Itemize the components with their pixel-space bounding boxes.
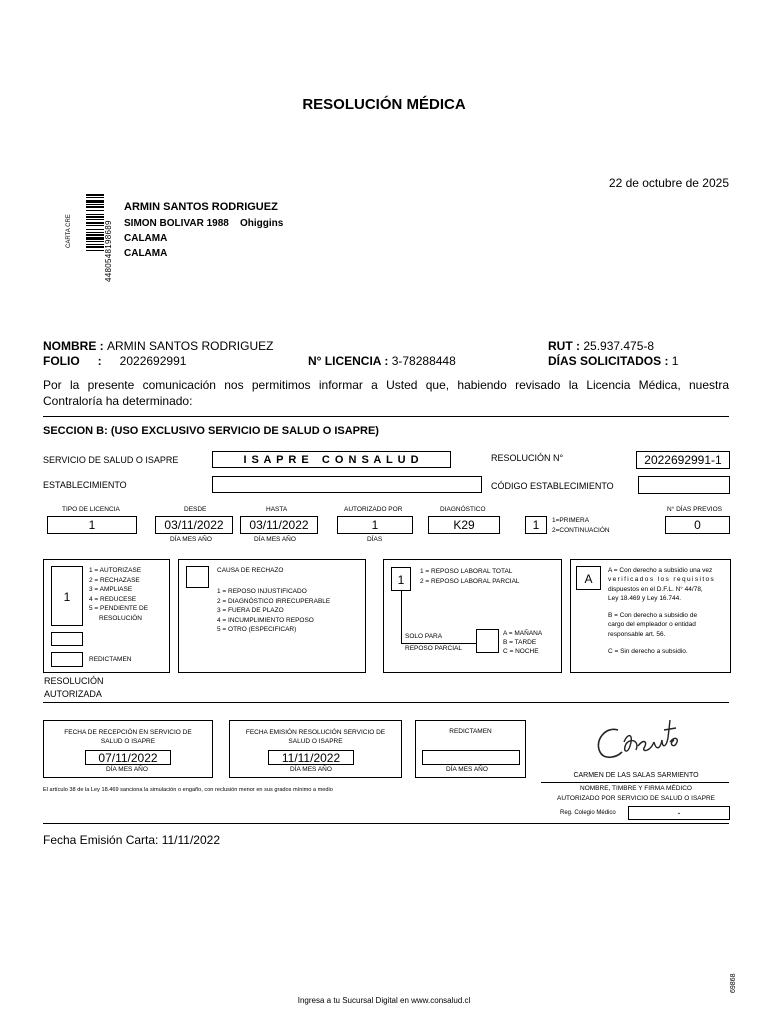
fecha-emision-label: [229, 728, 402, 746]
address-street: [124, 218, 283, 229]
licencia-row: [308, 354, 456, 368]
redictamen-bottom-label: REDICTAMEN: [449, 728, 492, 735]
fecha-emision-dma: DÍA MES AÑO: [290, 766, 332, 773]
resolucion-code-field: [51, 566, 83, 626]
codigo-establecimiento-label: CÓDIGO ESTABLECIMIENTO: [491, 481, 614, 491]
tipo-licencia-field: [47, 516, 137, 534]
resolucion-field: [636, 451, 730, 469]
divider-top: [43, 416, 729, 417]
fecha-recepcion-field: [85, 750, 171, 765]
rut-label: RUT :: [548, 339, 580, 353]
redictamen-field: [51, 652, 83, 667]
hasta-dma: DÍA MES AÑO: [254, 536, 296, 543]
resolucion-opt: 2 = RECHAZASE: [89, 576, 140, 584]
section-b-title: SECCION B: (USO EXCLUSIVO SERVICIO DE SALUD O ISAPRE): [43, 425, 379, 437]
fecha-recepcion-label-2: SALUD O ISAPRE: [100, 738, 156, 745]
intro-line-2: Contraloría ha determinado:: [43, 394, 193, 408]
jornada-opt: B = TARDE: [503, 639, 537, 646]
diagnostico-label: DIAGNÓSTICO: [440, 506, 486, 513]
resolucion-opt: 3 = AMPLIASE: [89, 586, 133, 593]
fecha-recepcion-dma: DÍA MES AÑO: [106, 766, 148, 773]
desde-dma: DÍA MES AÑO: [170, 536, 212, 543]
diagnostico-value: K29: [453, 518, 475, 532]
servicio-label: SERVICIO DE SALUD O ISAPRE: [43, 455, 179, 465]
barcode-number: 4480548198689: [104, 220, 113, 282]
reposo-field: [391, 567, 411, 591]
jornada-options: [503, 629, 542, 656]
folio-row: FOLIO : 2022692991: [43, 354, 187, 368]
resolucion-autorizada-2: AUTORIZADA: [44, 689, 102, 699]
rechazo-opt: 5 = OTRO (ESPECIFICAR): [217, 626, 297, 633]
fecha-recepcion-value: 07/11/2022: [98, 751, 158, 765]
resolucion-opt: 5 = PENDIENTE DE: [89, 605, 149, 612]
resolucion-autorizada-1: RESOLUCIÓN: [44, 676, 104, 686]
solo-para-label: SOLO PARA: [405, 633, 443, 640]
dias-solicitados-value: 1: [671, 354, 679, 368]
jornada-opt: A = MAÑANA: [503, 630, 543, 637]
resolucion-code-value: 1: [63, 590, 71, 604]
dias-solicitados-label: DÍAS SOLICITADOS :: [548, 354, 669, 368]
address-name: ARMIN SANTOS RODRIGUEZ: [124, 201, 278, 213]
rut-value: 25.937.475-8: [583, 339, 655, 353]
resolucion-extra-field: [51, 632, 83, 646]
footer-text: Ingresa a tu Sucursal Digital en www.consalud.cl: [297, 996, 471, 1005]
primera-field: [525, 516, 547, 534]
establecimiento-label: ESTABLECIMIENTO: [43, 480, 127, 490]
subsidio-a-line: verificados los requisitos: [608, 576, 716, 584]
autorizado-dias-label: DÍAS: [367, 536, 383, 543]
resolucion-options: [89, 566, 148, 623]
rechazo-opt: 1 = REPOSO INJUSTIFICADO: [217, 588, 307, 595]
letter-date: 22 de octubre de 2025: [608, 176, 729, 190]
nombre-label: NOMBRE: [43, 339, 97, 353]
reposo-parcial-label: REPOSO PARCIAL: [405, 645, 462, 652]
reposo-connector-v: [401, 591, 402, 643]
jornada-field: [476, 629, 499, 653]
fecha-emision-carta: Fecha Emisión Carta: 11/11/2022: [43, 833, 220, 847]
signature-line: [541, 782, 729, 783]
dias-previos-label: N° DÍAS PREVIOS: [667, 506, 722, 513]
dias-solicitados-row: [548, 354, 678, 368]
tipo-licencia-label: TIPO DE LICENCIA: [62, 506, 120, 513]
rechazo-opt: 3 = FUERA DE PLAZO: [217, 607, 284, 614]
reposo-options: [420, 567, 520, 587]
fecha-recepcion-label-1: FECHA DE RECEPCIÓN EN SERVICIO DE: [64, 729, 192, 736]
subsidio-b-line: responsable art. 56.: [608, 630, 666, 638]
reposo-value: 1: [397, 573, 405, 587]
jornada-opt: C = NOCHE: [503, 648, 539, 655]
causa-rechazo-field: [186, 566, 209, 588]
hasta-label: HASTA: [266, 506, 288, 513]
rechazo-opt: 2 = DIAGNÓSTICO IRRECUPERABLE: [217, 597, 331, 605]
codigo-establecimiento-field: [638, 476, 730, 494]
resolucion-opt: 1 = AUTORIZASE: [89, 567, 142, 574]
redictamen-bottom-field: [422, 750, 520, 765]
servicio-value: I S A P R E C O N S A L U D: [243, 454, 420, 466]
tipo-licencia-value: 1: [88, 518, 96, 532]
autorizado-servicio-label: AUTORIZADO POR SERVICIO DE SALUD O ISAPRE: [557, 795, 715, 802]
reg-colegio-value: -: [677, 808, 681, 818]
doctor-signature: [588, 712, 692, 770]
barcode-label: CARTA CRE: [66, 214, 72, 248]
firma-label: NOMBRE, TIMBRE Y FIRMA MÉDICO: [580, 785, 692, 792]
nombre-value: ARMIN SANTOS RODRIGUEZ: [107, 339, 274, 353]
divider-bottom: [43, 823, 729, 824]
rut-row: [548, 339, 654, 353]
causa-rechazo-title: CAUSA DE RECHAZO: [217, 567, 284, 574]
fecha-emision-label-1: FECHA EMISIÓN RESOLUCIÓN SERVICIO DE: [245, 729, 386, 736]
autorizado-por-field: [337, 516, 413, 534]
address-district: Ohiggins: [239, 218, 284, 229]
primera-value: 1: [532, 518, 540, 532]
reposo-opt: 2 = REPOSO LABORAL PARCIAL: [420, 578, 520, 585]
reposo-connector-h: [401, 643, 476, 644]
reposo-opt: 1 = REPOSO LABORAL TOTAL: [420, 568, 513, 575]
side-code: 69868: [730, 973, 737, 993]
causa-rechazo-options: [217, 587, 330, 635]
fecha-emision-value: 11/11/2022: [281, 751, 341, 765]
rechazo-opt: 4 = INCUMPLIMIENTO REPOSO: [217, 616, 314, 624]
establecimiento-field: [212, 476, 482, 493]
address-street-text: SIMON BOLIVAR 1988: [124, 218, 229, 229]
licencia-label: N° LICENCIA :: [308, 354, 389, 368]
hasta-field: [240, 516, 318, 534]
resolucion-opt: 4 = REDUCESE: [89, 595, 137, 603]
subsidio-value: A: [584, 572, 593, 586]
desde-field: [155, 516, 233, 534]
divider-mid: [43, 702, 729, 703]
desde-label: DESDE: [184, 506, 207, 513]
dias-previos-value: 0: [694, 518, 701, 532]
subsidio-a-line: dispuestos en el D.F.L. N° 44/78,: [608, 585, 703, 593]
page-title: RESOLUCIÓN MÉDICA: [302, 96, 466, 113]
address-city-2: CALAMA: [124, 248, 168, 259]
address-city-1: CALAMA: [124, 233, 168, 244]
ley-note: El artículo 38 de la Ley 18.469 sanciona la simulación o engaño, con reclusión menor en sus grados mínimo a medio: [43, 787, 333, 793]
servicio-field: [212, 451, 451, 468]
subsidio-field: [576, 566, 601, 590]
hasta-value: 03/11/2022: [249, 518, 309, 532]
fecha-recepcion-label: [43, 728, 213, 746]
redictamen-dma: DÍA MES AÑO: [446, 766, 488, 773]
reg-colegio-label: Reg. Colegio Médico: [560, 810, 616, 816]
resolucion-value: 2022692991-1: [644, 453, 722, 467]
folio-label: FOLIO: [43, 354, 80, 368]
fecha-emision-label-2: SALUD O ISAPRE: [288, 738, 343, 745]
nombre-row: NOMBRE : ARMIN SANTOS RODRIGUEZ: [43, 339, 274, 353]
dias-previos-field: [665, 516, 730, 534]
desde-value: 03/11/2022: [164, 518, 224, 532]
autorizado-por-label: AUTORIZADO POR: [344, 506, 403, 513]
continuacion-label: 2=CONTINUACIÓN: [552, 527, 610, 534]
primera-label: 1=PRIMERA: [552, 517, 590, 524]
resolucion-label: RESOLUCIÓN N°: [491, 453, 564, 463]
redictamen-label: REDICTAMEN: [89, 656, 132, 663]
subsidio-c-line: C = Sin derecho a subsidio.: [608, 648, 688, 656]
licencia-value: 3-78288448: [391, 354, 456, 368]
intro-line-1: Por la presente comunicación nos permitimos informar a Usted que, habiendo revisado la Licencia Médica, nuestra: [43, 378, 729, 392]
folio-value: 2022692991: [119, 354, 187, 368]
fecha-emision-field: [268, 750, 354, 765]
subsidio-b-line: B = Con derecho a subsidio de: [608, 612, 698, 620]
subsidio-a-line: Ley 18.469 y Ley 16.744.: [608, 594, 682, 602]
resolucion-opt: RESOLUCIÓN: [99, 614, 142, 622]
subsidio-a-line: A = Con derecho a subsidio una vez: [608, 567, 713, 574]
subsidio-text: [608, 566, 722, 656]
diagnostico-field: [428, 516, 500, 534]
reg-colegio-field: [628, 806, 730, 820]
autorizado-por-value: 1: [371, 518, 379, 532]
subsidio-b-line: cargo del empleador o entidad: [608, 621, 696, 629]
doctor-name: CARMEN DE LAS SALAS SARMIENTO: [573, 772, 699, 779]
